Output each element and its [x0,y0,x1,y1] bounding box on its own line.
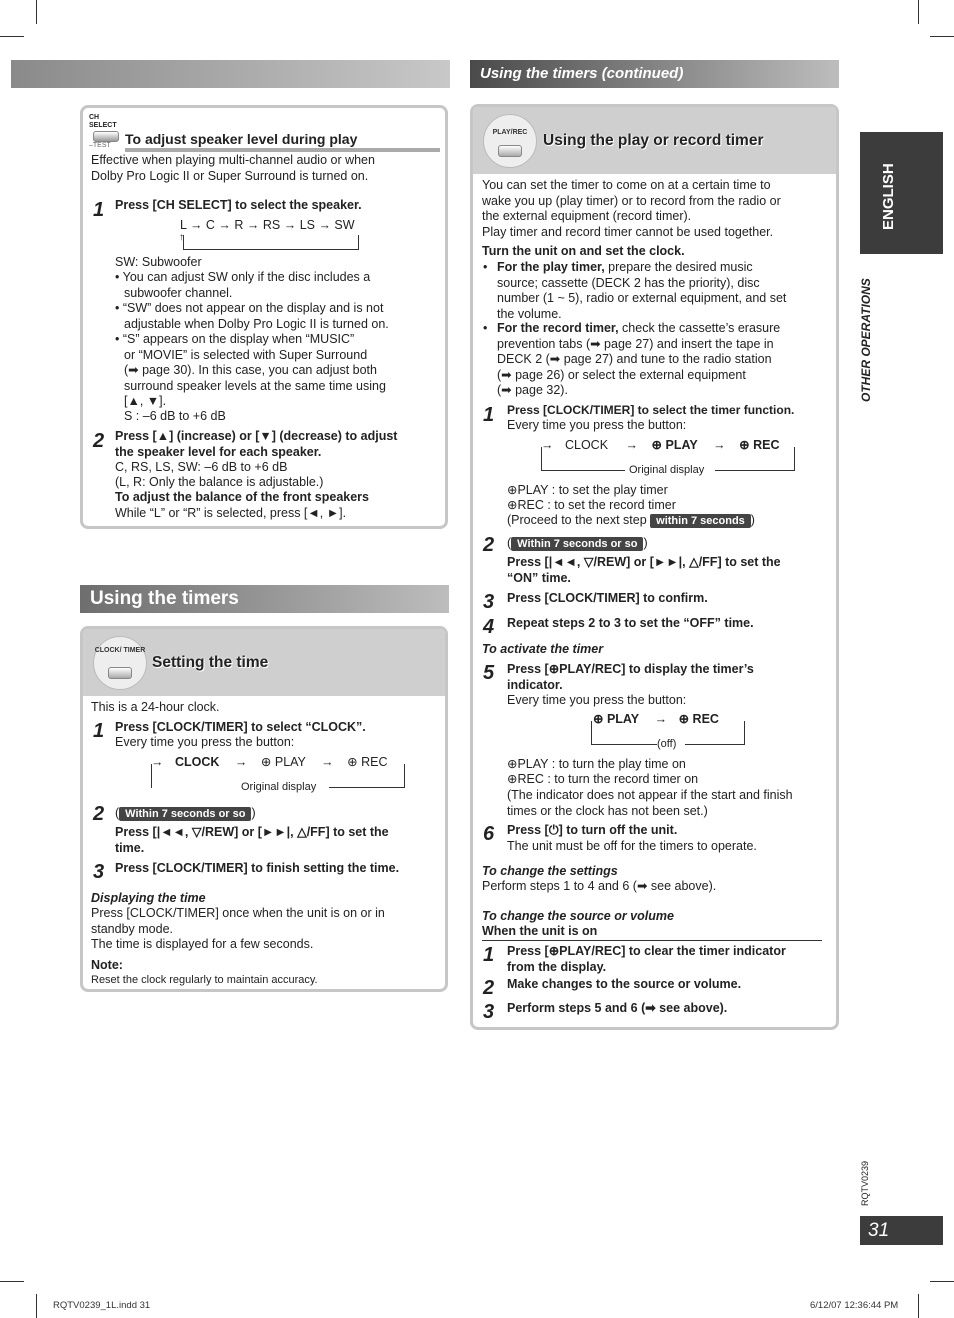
playrec-intro [482,178,781,240]
text-line: “ON” time. [507,570,571,585]
step-number: 1 [483,404,495,426]
speaker-flow: L → C → R → RS → LS → SW [180,218,355,232]
language-tab [860,132,943,254]
change-text: Perform steps 1 to 4 and 6 (➡ see above). [482,879,717,893]
text-line: (➡ page 32). [497,383,568,397]
crop-mark [36,1294,37,1318]
ch-select-icon [89,114,125,150]
flow-clock: CLOCK [174,755,220,769]
step2-title [115,429,397,460]
flow-clock: CLOCK [564,438,609,452]
balance-text: While “L” or “R” is selected, press [◄, ►]. [115,506,347,520]
text-line: Effective when playing multi-channel audio or when [91,153,375,167]
text-line: The time is displayed for a few seconds. [91,937,314,951]
pr-step2-pill-wrap: ( Within 7 seconds or so ) [507,536,648,550]
text-line: prevention tabs (➡ page 27) and insert the tape in [497,336,774,351]
pr-step1-title: Press [CLOCK/TIMER] to select the timer function. [507,403,795,417]
text-line: the external equipment (record timer). [482,209,692,223]
text-line: number (1 ~ 5), radio or external equipment, and set [497,291,787,305]
crop-mark [918,1294,919,1318]
src-step3: Perform steps 5 and 6 (➡ see above). [507,1001,728,1015]
rec-def: ⊕REC : to set the record timer [507,498,676,512]
speaker-level-card [80,105,448,529]
text-line: surround speaker levels at the same time using [124,378,386,393]
pr-step3-title: Press [CLOCK/TIMER] to confirm. [507,591,708,605]
flow-loop-line [183,235,359,250]
time-limit-badge: within 7 seconds [650,514,751,528]
language-label: ENGLISH [880,163,897,230]
icon-label: CH SELECT [89,114,117,129]
header-title: Using the timers (continued) [480,65,684,82]
footer-timestamp: 6/12/07 12:36:44 PM [810,1300,899,1311]
text-line: times or the clock has not been set.) [507,803,708,818]
pr-step5-text: Every time you press the button: [507,693,687,707]
setting-title: Setting the time [152,654,269,671]
step-number: 4 [483,616,495,638]
speaker-title: To adjust speaker level during play [125,131,440,152]
step1-title: Press [CH SELECT] to select the speaker. [115,198,362,212]
text-line: [▲, ▼]. [124,394,167,408]
set-step2-title [115,825,389,856]
text-line: You can set the timer to come on at a certain time to [482,178,771,192]
icon-label: –TEST [89,142,111,149]
pr-step2-title [507,555,781,586]
text-line: adjustable when Dolby Pro Logic II is turned on. [124,316,389,331]
text-line: the speaker level for each speaker. [115,444,322,459]
step-number: 6 [483,823,495,845]
text-line: the volume. [497,306,562,321]
flow-arrow: → [713,438,726,452]
text-line: standby mode. [91,921,173,936]
set-step2-pill-wrap: ( Within 7 seconds or so ) [115,806,256,820]
text-line: subwoofer channel. [124,285,233,300]
text-line: check the cassette’s erasure [618,321,781,335]
page-number: 31 [860,1216,943,1245]
original-display-label: Original display [625,464,708,477]
set-step3-title: Press [CLOCK/TIMER] to finish setting the time. [115,861,400,875]
proceed-line: (Proceed to the next step within 7 seconds ) [507,513,755,527]
s-range: S : –6 dB to +6 dB [124,409,226,423]
footer-file: RQTV0239_1L.indd 31 [53,1300,151,1311]
src-step2: Make changes to the source or volume. [507,977,742,991]
note-heading: Note: [91,958,123,972]
text-line: or “MOVIE” is selected with Super Surround [124,347,368,362]
step-number: 2 [93,803,105,825]
text-line: Play timer and record timer cannot be used together. [482,224,774,239]
bold-lead: For the play timer, [497,260,605,274]
crop-mark [0,1281,24,1282]
crop-mark [918,0,919,24]
pr-step6-text: The unit must be off for the timers to operate. [507,839,757,853]
off-label: (off) [657,738,677,750]
sw-label: SW: Subwoofer [115,255,202,269]
flow-arrow: → [541,438,554,452]
step-number: 1 [93,199,105,221]
step-number: 3 [483,591,495,613]
pr-step6-title: Press [⏻] to turn off the unit. [507,823,678,837]
loop-arrow-icon: ↑ [179,232,184,243]
play-def: ⊕PLAY : to set the play timer [507,483,668,497]
original-display-label: Original display [237,781,320,794]
text-line: Dolby Pro Logic II or Super Surround is turned on. [91,168,369,183]
rec-on-def: ⊕REC : to turn the record timer on [507,772,699,786]
timers-section-title: Using the timers [80,585,449,613]
text-line: (➡ page 30). In this case, you can adjust both [124,363,377,377]
flow-bottom-line [329,787,405,788]
when-on-heading: When the unit is on [482,924,822,941]
text-line: • “S” appears on the display when “MUSIC” [115,332,355,346]
step2-range: C, RS, LS, SW: –6 dB to +6 dB [115,460,288,474]
flow-rec: ⊕ REC [678,712,719,726]
text-line: time. [115,840,145,855]
step-number: 1 [93,720,105,742]
text-line: DECK 2 (➡ page 27) and tune to the radio station [497,352,772,366]
button-shape [498,145,522,157]
text-line: Press [|◄◄, ▽/REW] or [►►|, △/FF] to set the [507,555,781,569]
card-header [83,629,445,696]
step-number: 3 [483,1001,495,1023]
note-text: Reset the clock regularly to maintain accuracy. [91,974,318,986]
src-step1 [507,944,786,975]
text-line: prepare the desired music [604,260,753,274]
play-timer-prep [497,260,786,322]
speaker-bullet [115,270,370,301]
play-rec-icon [483,114,537,168]
right-header-bar [470,60,839,88]
speaker-intro [91,153,375,184]
left-header-bar [11,60,450,88]
flow-arrow: → [654,712,668,726]
text-line: from the display. [507,959,607,974]
text-line: Press [⊕PLAY/REC] to display the timer’s [507,662,754,676]
step-number: 5 [483,662,495,684]
setting-time-card [80,626,448,992]
flow-bottom-line [591,744,657,745]
play-record-card [470,104,839,1030]
pr-step1-text: Every time you press the button: [507,418,687,432]
text-line: Press [|◄◄, ▽/REW] or [►►|, △/FF] to set the [115,825,389,839]
flow-rec: ⊕ REC [739,438,780,452]
text-line: (➡ page 26) or select the external equipment [497,367,746,382]
flow-arrow: → [321,755,334,769]
step-number: 2 [483,977,495,999]
text-line: source; cassette (DECK 2 has the priority), disc [497,275,760,290]
card-header [473,107,836,174]
bold-lead: For the record timer, [497,321,619,335]
clock-intro: This is a 24-hour clock. [91,700,220,714]
text-line: wake you up (play timer) or to record from the radio or [482,193,781,208]
record-timer-prep [497,321,780,399]
clock-timer-icon [93,636,147,690]
text-line: • You can adjust SW only if the disc includes a [115,270,371,284]
activate-heading: To activate the timer [482,642,604,656]
crop-mark [36,0,37,24]
step2-note: (L, R: Only the balance is adjustable.) [115,475,324,489]
flow-bottom-line [715,470,795,471]
text-line: Press [▲] (increase) or [▼] (decrease) to adjust [115,429,398,443]
balance-title: To adjust the balance of the front speakers [115,490,369,504]
pr-step4-title: Repeat steps 2 to 3 to set the “OFF” time. [507,616,754,630]
flow-play: ⊕ PLAY [593,712,640,726]
set-step1-title: Press [CLOCK/TIMER] to select “CLOCK”. [115,720,366,734]
time-limit-badge: Within 7 seconds or so [511,537,643,551]
flow-bottom-line [685,744,745,745]
icon-label: PLAY/REC [492,129,528,136]
crop-mark [930,36,954,37]
source-heading: To change the source or volume [482,909,674,923]
flow-bottom-line [541,470,625,471]
step-number: 1 [483,944,495,966]
button-shape [93,131,119,142]
bullet-dot: • [483,321,488,335]
set-step1-text: Every time you press the button: [115,735,295,749]
step-number: 2 [483,534,495,556]
flow-play: ⊕ PLAY [651,438,698,452]
button-shape [108,667,132,679]
crop-mark [0,36,24,37]
section-label: OTHER OPERATIONS [859,278,873,402]
text-line: (Proceed to the next step [507,513,647,527]
text-line: • “SW” does not appear on the display and is not [115,301,384,315]
flow-rec: ⊕ REC [347,755,388,769]
playrec-title: Using the play or record timer [543,132,764,149]
text-line: Press [⊕PLAY/REC] to clear the timer indicator [507,944,786,958]
doc-code: RQTV0239 [860,1160,870,1206]
bullet-dot: • [483,260,488,274]
time-limit-badge: Within 7 seconds or so [119,807,251,821]
step-number: 2 [93,430,105,452]
indicator-note [507,788,793,819]
display-heading: Displaying the time [91,891,206,905]
pr-step5-title [507,662,754,693]
flow-play: ⊕ PLAY [260,755,306,769]
display-text [91,906,385,953]
text-line: indicator. [507,677,563,692]
speaker-bullet [115,332,386,410]
speaker-bullet [115,301,389,332]
flow-arrow: → [151,755,164,769]
play-on-def: ⊕PLAY : to turn the play time on [507,757,686,771]
crop-mark [930,1281,954,1282]
turn-on-heading: Turn the unit on and set the clock. [482,244,685,258]
step-number: 3 [93,861,105,883]
change-heading: To change the settings [482,864,618,878]
icon-label: CLOCK/ TIMER [94,647,146,654]
text-line: (The indicator does not appear if the start and finish [507,788,793,802]
flow-arrow: → [234,755,248,769]
text-line: Press [CLOCK/TIMER] once when the unit is on or in [91,906,385,920]
flow-arrow: → [625,438,639,452]
